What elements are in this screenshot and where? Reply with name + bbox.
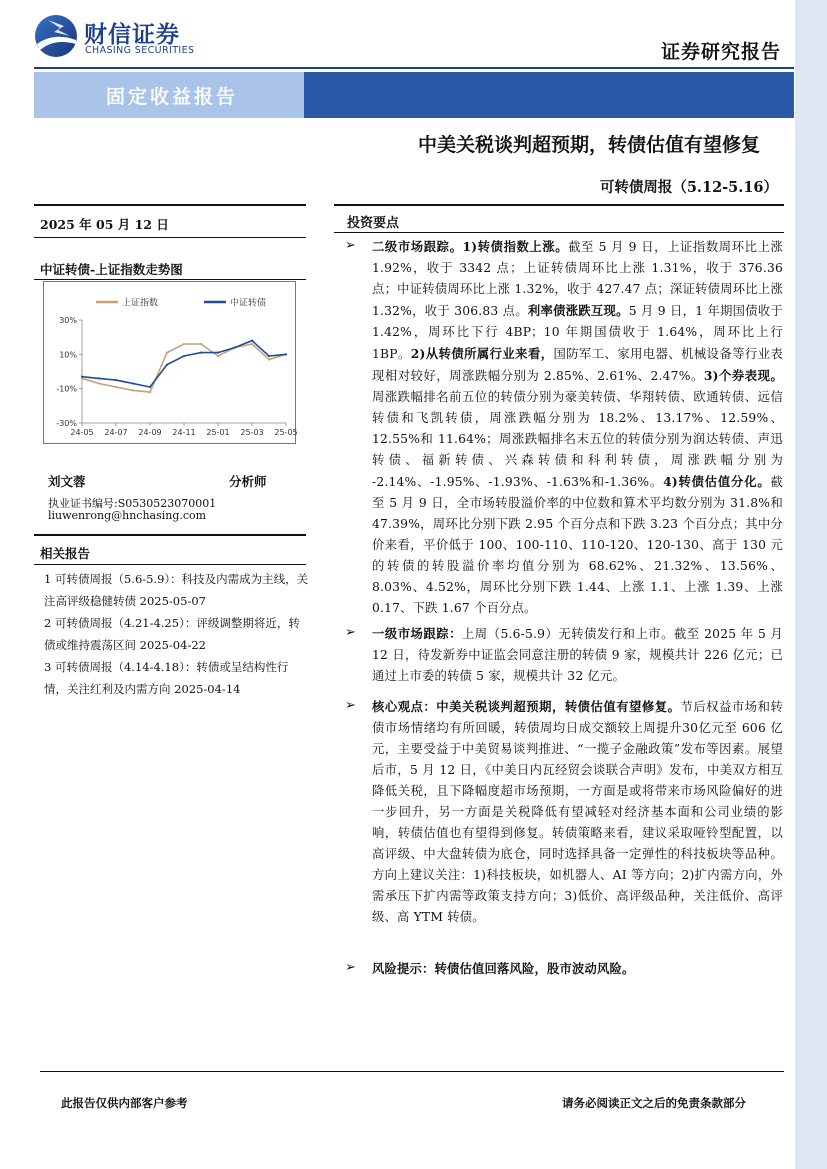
related-title: 相关报告 <box>40 546 91 561</box>
series-point-1 <box>183 355 185 357</box>
x-tick-label: 24-05 <box>70 428 94 437</box>
chart-title-rule <box>34 279 306 280</box>
footer-left-note: 此报告仅供内部客户参考 <box>61 1096 188 1110</box>
y-tick-label: -30% <box>56 419 77 428</box>
key-points-heading: 投资要点 <box>347 216 400 231</box>
emphasis-text: 核心观点：中美关税谈判超预期，转债估值有望修复。 <box>372 699 681 714</box>
secondary-market-paragraph <box>372 236 783 619</box>
series-point-0 <box>98 382 100 384</box>
body-text: 节后权益市场和转债市场情绪均有所回暖，转债周均日成交额较上周提升30亿元至 606 亿元，主要受益于中美贸易谈判推进、“一揽子金融政策”发布等因素。展望后市，5 月 12 日，《中美日内瓦经贸会谈联合声明》发布，中美双方相互降低关税，且下降幅度超市场预期，一方面是或将带来市场风险偏好的进一步回升，另一方面是关税降低有望减轻对经济基本面和公司业绩的影响，转债估值也有望得到修复。转债策略来看，建议采取哑铃型配置，以高评级、中大盘转债为底仓，同时选择具备一定弹性的科技板块等品种。方向上建议关注：1)科技板块，如机器人、AI 等方向；2)扩内需方向，外需承压下扩内需等政策支持方向；3)低价、高评级品种，关注低价、高评级、高 YTM 转债。 <box>372 700 783 924</box>
emphasis-text: 利率债涨跌互现。 <box>527 303 629 318</box>
series-line-0 <box>82 344 286 392</box>
x-tick-label: 25-01 <box>206 428 230 437</box>
logo-chinese-name: 财信证券 <box>84 22 180 48</box>
x-tick-label: 25-03 <box>240 428 264 437</box>
body-text: 截至 5 月 9 日，全市场转股溢价率的中位数和算术平均数分别为 31.8%和 47.39%，周环比分别下跌 2.95 个百分点和下跌 3.23 个百分点；其中分价来看，平价低于 100、100-110、110-120、120-130、高于 130 元的转债的转股溢价率均值分别为 68.62%、21.32%、13.56%、8.03%、4.52%，周环比分别下跌 1.44、上涨 1.1、上涨 1.39、上涨 0.17、下跌 1.67 个百分点。 <box>372 475 783 615</box>
series-point-1 <box>98 377 100 379</box>
series-point-0 <box>183 343 185 345</box>
category-banner <box>34 72 794 118</box>
emphasis-text: 4)转债估值分化。 <box>663 474 771 489</box>
series-point-0 <box>200 343 202 345</box>
bullet-arrow-icon: ➢ <box>345 625 356 640</box>
x-tick-label: 24-07 <box>104 428 128 437</box>
bullet-arrow-icon: ➢ <box>345 238 356 253</box>
series-point-1 <box>166 364 168 366</box>
y-tick-label: -10% <box>56 384 77 394</box>
risk-warning-paragraph <box>372 958 783 980</box>
series-point-1 <box>149 386 151 388</box>
emphasis-text: 风险提示：转债估值回落风险，股市波动风险。 <box>372 961 635 976</box>
core-view-paragraph <box>372 696 783 928</box>
report-subtitle: 可转债周报（5.12-5.16） <box>599 179 778 196</box>
series-point-0 <box>149 391 151 393</box>
related-report-item[interactable]: 2 可转债周报（4.21-4.25）：评级调整期将近，转债或维持震荡区间 2025-04-22 <box>44 616 300 652</box>
body-text: 周涨跌幅排名前五位的转债分别为豪美转债、华翔转债、欧通转债、远信转债和飞凯转债，周涨跌幅分别为 18.2%、13.17%、12.59%、12.55%和 11.64%；周涨跌幅排名末五位的转债分别为润达转债、声迅转债、福新转债、兴森转债和科利转债，周涨跌幅分别为 -2.14%、-1.95%、-1.93%、-1.63%和-1.36%。 <box>372 390 783 489</box>
series-point-1 <box>81 376 83 378</box>
series-point-1 <box>115 379 117 381</box>
related-report-item[interactable]: 3 可转债周报（4.14-4.18）：转债或呈结构性行情，关注红利及内需方向 2025-04-14 <box>44 660 289 696</box>
series-point-1 <box>285 353 287 355</box>
x-tick-label: 24-11 <box>172 428 196 437</box>
related-top-rule <box>34 534 306 536</box>
series-point-1 <box>234 346 236 348</box>
analyst-role: 分析师 <box>229 474 267 489</box>
report-type: 证券研究报告 <box>660 41 781 63</box>
emphasis-text: 二级市场跟踪。1)转债指数上涨。 <box>372 239 569 254</box>
analyst-name: 刘文蓉 <box>48 474 86 489</box>
side-strip <box>795 0 827 1169</box>
series-point-1 <box>200 352 202 354</box>
company-logo <box>34 14 195 62</box>
series-point-0 <box>115 386 117 388</box>
top-rule <box>34 67 794 69</box>
bullet-arrow-icon: ➢ <box>345 960 356 975</box>
footer-rule <box>40 1071 784 1072</box>
report-title: 中美关税谈判超预期，转债估值有望修复 <box>417 134 760 156</box>
banner-label: 固定收益报告 <box>106 86 239 108</box>
series-point-0 <box>132 389 134 391</box>
related-title-rule <box>34 564 306 565</box>
key-points-rule <box>334 232 784 233</box>
y-tick-label: 10% <box>59 350 77 360</box>
series-point-0 <box>217 355 219 357</box>
emphasis-text: 一级市场跟踪： <box>372 626 462 641</box>
series-point-0 <box>251 343 253 345</box>
footer-right-note: 请务必阅读正文之后的免责条款部分 <box>562 1096 746 1110</box>
series-point-1 <box>251 340 253 342</box>
left-top-rule <box>34 204 306 206</box>
body-text: 5 月 9 日，1 年期国债收于 1.42%，周环比下行 4BP；10 年期国债收于 1.64%，周环比上行 1BP。 <box>372 304 783 361</box>
body-text: 上周（5.6-5.9）无转债发行和上市。截至 2025 年 5 月 12 日，待发新券中证监会同意注册的转债 9 家，规模共计 226 亿元；已通过上市委的转债 5 家，规模共计 32 亿元。 <box>372 627 784 683</box>
body-text: 截至 5 月 9 日，上证指数周环比上涨 1.92%，收于 3342 点；上证转债周环比上涨 1.31%，收于 376.36 点；中证转债周环比上涨 1.32%，收于 427.47 点；深证转债周环比上涨 1.32%，收于 306.83 点。 <box>372 240 783 318</box>
emphasis-text: 2)从转债所属行业来看， <box>410 346 554 361</box>
primary-market-paragraph <box>372 623 783 687</box>
report-date: 2025 年 05 月 12 日 <box>40 217 169 232</box>
series-point-0 <box>166 352 168 354</box>
right-top-rule <box>334 204 784 206</box>
series-point-1 <box>217 352 219 354</box>
series-point-0 <box>268 358 270 360</box>
x-tick-label: 24-09 <box>138 428 162 437</box>
series-point-1 <box>268 355 270 357</box>
date-rule <box>34 237 306 238</box>
chart-title: 中证转债-上证指数走势图 <box>40 262 183 277</box>
trend-chart <box>43 281 296 444</box>
analyst-cert: 执业证书编号:S0530523070001 <box>48 497 217 510</box>
x-tick-label: 25-05 <box>274 428 298 437</box>
legend-label-0: 上证指数 <box>122 298 159 309</box>
y-tick-label: 30% <box>59 316 77 325</box>
logo-english-name: CHASING SECURITIES <box>85 45 195 56</box>
series-point-1 <box>132 382 134 384</box>
trend-chart-svg <box>44 282 298 443</box>
emphasis-text: 3)个券表现。 <box>703 368 783 383</box>
bullet-arrow-icon: ➢ <box>345 698 356 713</box>
analyst-email[interactable]: liuwenrong@hnchasing.com <box>48 509 207 522</box>
logo-emblem-icon <box>34 14 78 58</box>
legend-label-1: 中证转债 <box>230 298 267 309</box>
related-report-item[interactable]: 1 可转债周报（5.6-5.9）：科技及内需成为主线，关注高评级稳健转债 2025-05-07 <box>44 572 309 608</box>
body-text: 国防军工、家用电器、机械设备等行业表现相对较好，周涨跌幅分别为 2.85%、2.61%、2.47%。 <box>372 347 783 383</box>
